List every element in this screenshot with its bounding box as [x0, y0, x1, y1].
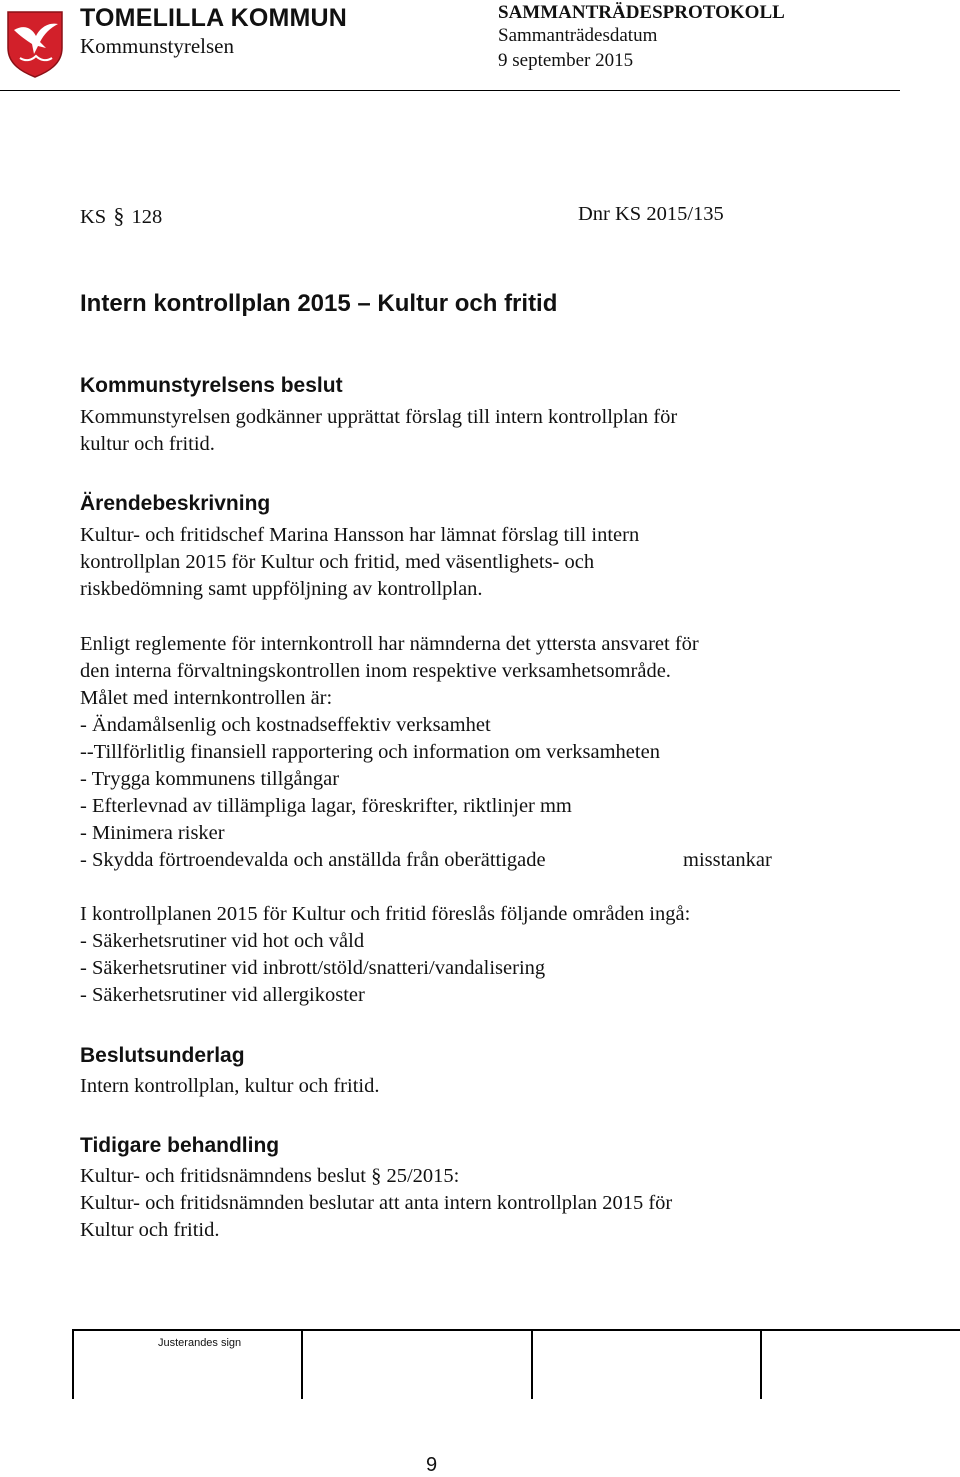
beskrivning-line-1: Kultur- och fritidschef Marina Hansson har lämnat förslag till intern: [80, 524, 640, 546]
header-divider: [0, 90, 805, 91]
tidigare-line-1: [80, 1163, 459, 1190]
ks-number: 128: [131, 206, 163, 228]
reglemente-line-3: Målet med internkontrollen är:: [80, 687, 333, 709]
paragraph-symbol: §: [113, 203, 125, 228]
signature-table: [72, 1329, 960, 1399]
signature-label: Justerandes sign: [158, 1337, 242, 1349]
reglemente-line-4: - Ändamålsenlig och kostnadseffektiv verksamhet: [80, 714, 491, 736]
header-divider-right: [805, 90, 900, 91]
page-number: 9: [426, 1454, 438, 1476]
ks-label: KS: [80, 206, 107, 228]
protocol-title: SAMMANTRÄDESPROTOKOLL: [498, 2, 785, 23]
beskrivning-line-3: riskbedömning samt uppföljning av kontrollplan.: [80, 578, 483, 600]
underlag-line-1: Intern kontrollplan, kultur och fritid.: [80, 1075, 380, 1097]
tidigare-line-2: Kultur- och fritidsnämnden beslutar att anta intern kontrollplan 2015 för: [80, 1192, 673, 1214]
reglemente-last-word: misstankar: [683, 849, 772, 871]
case-number: [80, 203, 162, 229]
reglemente-line-8: - Minimera risker: [80, 822, 225, 844]
section-heading-beslut: Kommunstyrelsens beslut: [80, 374, 343, 397]
tidigare-line-3: Kultur och fritid.: [80, 1219, 220, 1241]
omraden-line-3: - Säkerhetsrutiner vid inbrott/stöld/snatteri/vandalisering: [80, 957, 546, 979]
tidigare-paragraph-symbol: §: [371, 1165, 382, 1187]
section-heading-beskrivning: Ärendebeskrivning: [80, 492, 271, 515]
reglemente-line-9: - Skydda förtroendevalda och anställda från oberättigade: [80, 849, 546, 871]
reglemente-line-5: --Tillförlitlig finansiell rapportering och information om verksamheten: [80, 741, 660, 763]
tidigare-line-1-suffix: 25/2015:: [386, 1165, 460, 1187]
meeting-date-value: 9 september 2015: [498, 50, 634, 71]
diary-number: Dnr KS 2015/135: [578, 203, 724, 225]
tidigare-line-1-prefix: Kultur- och fritidsnämndens beslut: [80, 1165, 366, 1187]
omraden-line-1: I kontrollplanen 2015 för Kultur och fritid föreslås följande områden ingå:: [80, 903, 691, 925]
omraden-line-2: - Säkerhetsrutiner vid hot och våld: [80, 930, 365, 952]
reglemente-line-7: - Efterlevnad av tillämpliga lagar, föreskrifter, riktlinjer mm: [80, 795, 572, 817]
organization-name: TOMELILLA KOMMUN: [80, 4, 348, 32]
municipal-coat-of-arms-icon: [6, 10, 64, 78]
section-heading-underlag: Beslutsunderlag: [80, 1044, 245, 1067]
beslut-line-2: kultur och fritid.: [80, 433, 215, 455]
section-heading-tidigare: Tidigare behandling: [80, 1134, 280, 1157]
signature-table-divider: [301, 1331, 303, 1399]
document-title: Intern kontrollplan 2015 – Kultur och fritid: [80, 290, 558, 317]
signature-table-divider: [760, 1331, 762, 1399]
omraden-line-4: - Säkerhetsrutiner vid allergikoster: [80, 984, 365, 1006]
beslut-line-1: Kommunstyrelsen godkänner upprättat förslag till intern kontrollplan för: [80, 406, 678, 428]
board-name: Kommunstyrelsen: [80, 34, 234, 58]
reglemente-line-1: Enligt reglemente för internkontroll har nämnderna det yttersta ansvaret för: [80, 633, 699, 655]
reglemente-line-2: den interna förvaltningskontrollen inom respektive verksamhetsområde.: [80, 660, 671, 682]
beskrivning-line-2: kontrollplan 2015 för Kultur och fritid, med väsentlighets- och: [80, 551, 595, 573]
meeting-date-label: Sammanträdesdatum: [498, 25, 658, 46]
signature-table-divider: [531, 1331, 533, 1399]
reglemente-line-6: - Trygga kommunens tillgångar: [80, 768, 340, 790]
signature-table-divider: [72, 1331, 74, 1399]
